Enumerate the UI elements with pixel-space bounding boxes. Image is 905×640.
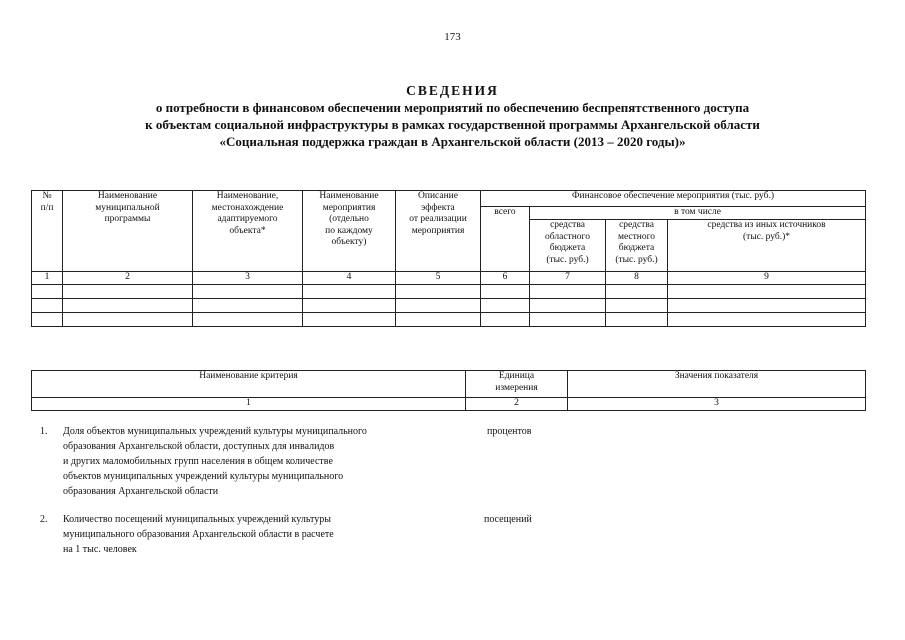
header-effect: Описание эффекта от реализации мероприятия [396,191,481,272]
criterion-text: Количество посещений муниципальных учреждений культуры муниципального образования Архангельской области в расчете на 1 тыс. человек [63,514,334,555]
header-unit: Единица измерения [466,371,568,398]
header-criterion-name: Наименование критерия [32,371,466,398]
title-line-1: о потребности в финансовом обеспечении мероприятий по обеспечению беспрепятственного доступа [155,100,750,115]
financing-table [31,190,866,327]
header-other-sources: средства из иных источников (тыс. руб.)* [668,220,866,272]
column-number: 2 [63,272,193,285]
column-number: 9 [668,272,866,285]
header-event-name: Наименование мероприятия (отдельно по каждому объекту) [303,191,396,272]
empty-table-row [32,298,866,312]
criterion-number: 1. [40,426,48,437]
criterion-unit: процентов [487,426,532,437]
criterion-unit: посещений [484,514,532,525]
header-object-name: Наименование, местонахождение адаптируемого объекта* [193,191,303,272]
header-financing: Финансовое обеспечение мероприятия (тыс. руб.) [481,191,866,207]
title-line-3: «Социальная поддержка граждан в Архангельской области (2013 – 2020 годы)» [219,134,686,149]
column-number: 5 [396,272,481,285]
column-number-row [32,398,866,411]
header-including: в том числе [530,207,866,220]
column-number-row [32,272,866,285]
column-number: 8 [606,272,668,285]
criterion-number: 2. [40,514,48,525]
column-number: 2 [466,398,568,411]
header-local-budget: средства местного бюджета (тыс. руб.) [606,220,668,272]
header-indicator-value: Значения показателя [568,371,866,398]
title-line-2: к объектам социальной инфраструктуры в рамках государственной программы Архангельской области [145,117,760,132]
empty-table-row [32,312,866,326]
header-total: всего [481,207,530,272]
criteria-table [31,370,866,411]
header-num: № п/п [32,191,63,272]
document-title [60,82,845,150]
column-number: 1 [32,398,466,411]
page-number: 173 [444,31,461,43]
column-number: 3 [193,272,303,285]
column-number: 4 [303,272,396,285]
title-heading: СВЕДЕНИЯ [406,83,499,98]
column-number: 3 [568,398,866,411]
header-regional-budget: средства областного бюджета (тыс. руб.) [530,220,606,272]
column-number: 6 [481,272,530,285]
header-program-name: Наименование муниципальной программы [63,191,193,272]
criterion-text: Доля объектов муниципальных учреждений культуры муниципального образования Архангельской области, доступных для инвалидов и других маломобильных групп населения в общем количестве объектов муниципальных учреждений культуры муниципального образования Архангельской области [63,426,367,497]
column-number: 1 [32,272,63,285]
empty-table-row [32,284,866,298]
column-number: 7 [530,272,606,285]
